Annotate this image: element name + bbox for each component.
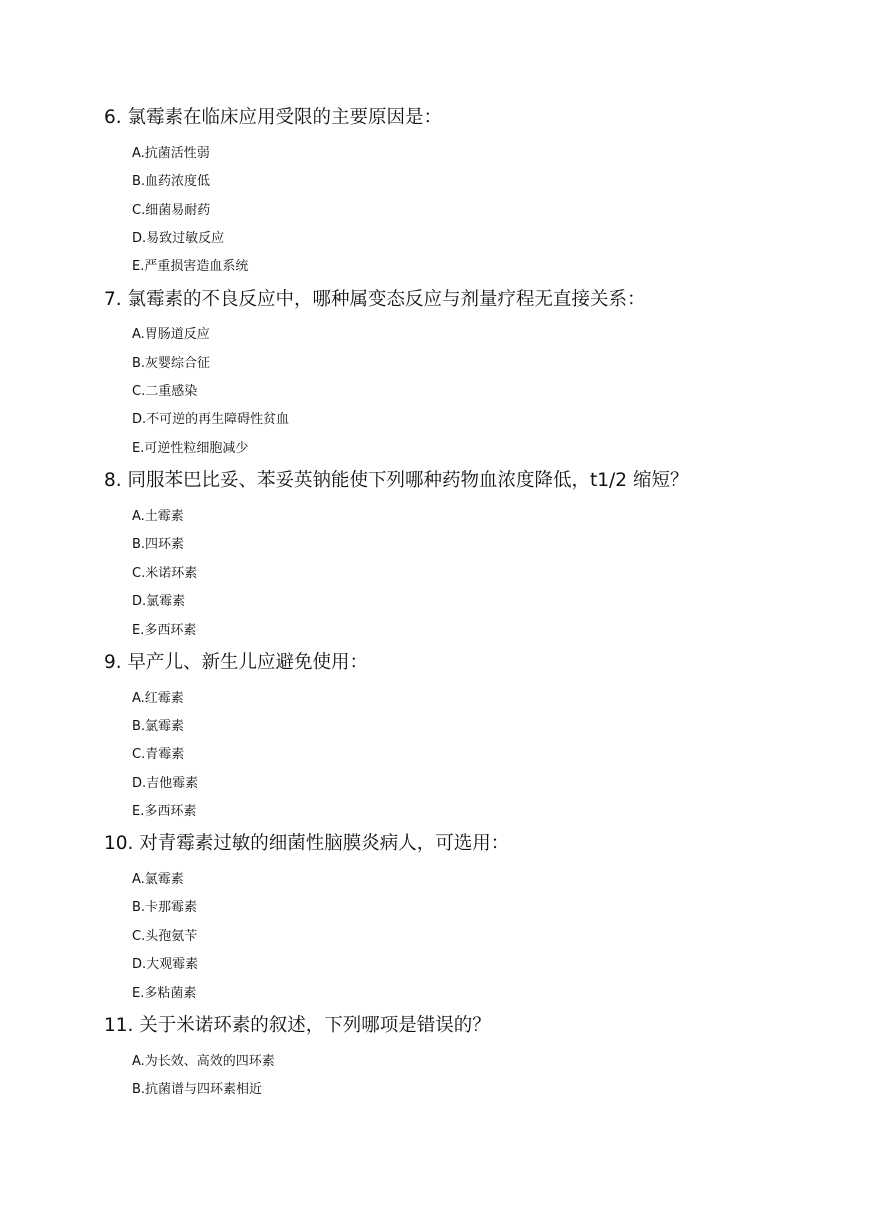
- question-7-option-c: C.二重感染: [132, 384, 198, 399]
- question-9-option-a: A.红霉素: [132, 691, 184, 706]
- question-6-option-c: C.细菌易耐药: [132, 203, 211, 218]
- question-9-option-c: C.青霉素: [132, 747, 185, 762]
- question-8-option-c: C.米诺环素: [132, 566, 198, 581]
- question-7-option-a: A.胃肠道反应: [132, 327, 210, 342]
- question-8-stem: 8. 同服苯巴比妥、苯妥英钠能使下列哪种药物血浓度降低，t1/2 缩短？: [104, 470, 689, 491]
- question-8-option-e: E.多西环素: [132, 623, 197, 638]
- question-10-option-e: E.多粘菌素: [132, 986, 197, 1001]
- question-9-option-e: E.多西环素: [132, 804, 197, 819]
- question-10-option-d: D.大观霉素: [132, 957, 199, 972]
- question-9-stem: 9. 早产儿、新生儿应避免使用：: [104, 652, 369, 673]
- question-6-stem: 6. 氯霉素在临床应用受限的主要原因是：: [104, 107, 443, 128]
- question-6-option-b: B.血药浓度低: [132, 174, 211, 189]
- question-6-option-d: D.易致过敏反应: [132, 231, 225, 246]
- question-10-option-a: A.氯霉素: [132, 872, 184, 887]
- question-10-option-b: B.卡那霉素: [132, 900, 198, 915]
- question-8-option-b: B.四环素: [132, 537, 185, 552]
- question-7-option-e: E.可逆性粒细胞减少: [132, 441, 249, 456]
- question-8-option-a: A.土霉素: [132, 509, 184, 524]
- question-6-option-e: E.严重损害造血系统: [132, 259, 249, 274]
- question-8-option-d: D.氯霉素: [132, 594, 186, 609]
- question-11-option-b: B.抗菌谱与四环素相近: [132, 1082, 263, 1097]
- question-7-option-d: D.不可逆的再生障碍性贫血: [132, 412, 290, 427]
- question-11-stem: 11. 关于米诺环素的叙述，下列哪项是错误的？: [104, 1015, 491, 1036]
- question-9-option-d: D.吉他霉素: [132, 776, 199, 791]
- question-7-stem: 7. 氯霉素的不良反应中，哪种属变态反应与剂量疗程无直接关系：: [104, 289, 646, 310]
- question-11-option-a: A.为长效、高效的四环素: [132, 1054, 275, 1069]
- question-7-option-b: B.灰婴综合征: [132, 356, 211, 371]
- question-10-option-c: C.头孢氨苄: [132, 929, 198, 944]
- question-9-option-b: B.氯霉素: [132, 719, 185, 734]
- question-10-stem: 10. 对青霉素过敏的细菌性脑膜炎病人，可选用：: [104, 833, 510, 854]
- question-6-option-a: A.抗菌活性弱: [132, 146, 210, 161]
